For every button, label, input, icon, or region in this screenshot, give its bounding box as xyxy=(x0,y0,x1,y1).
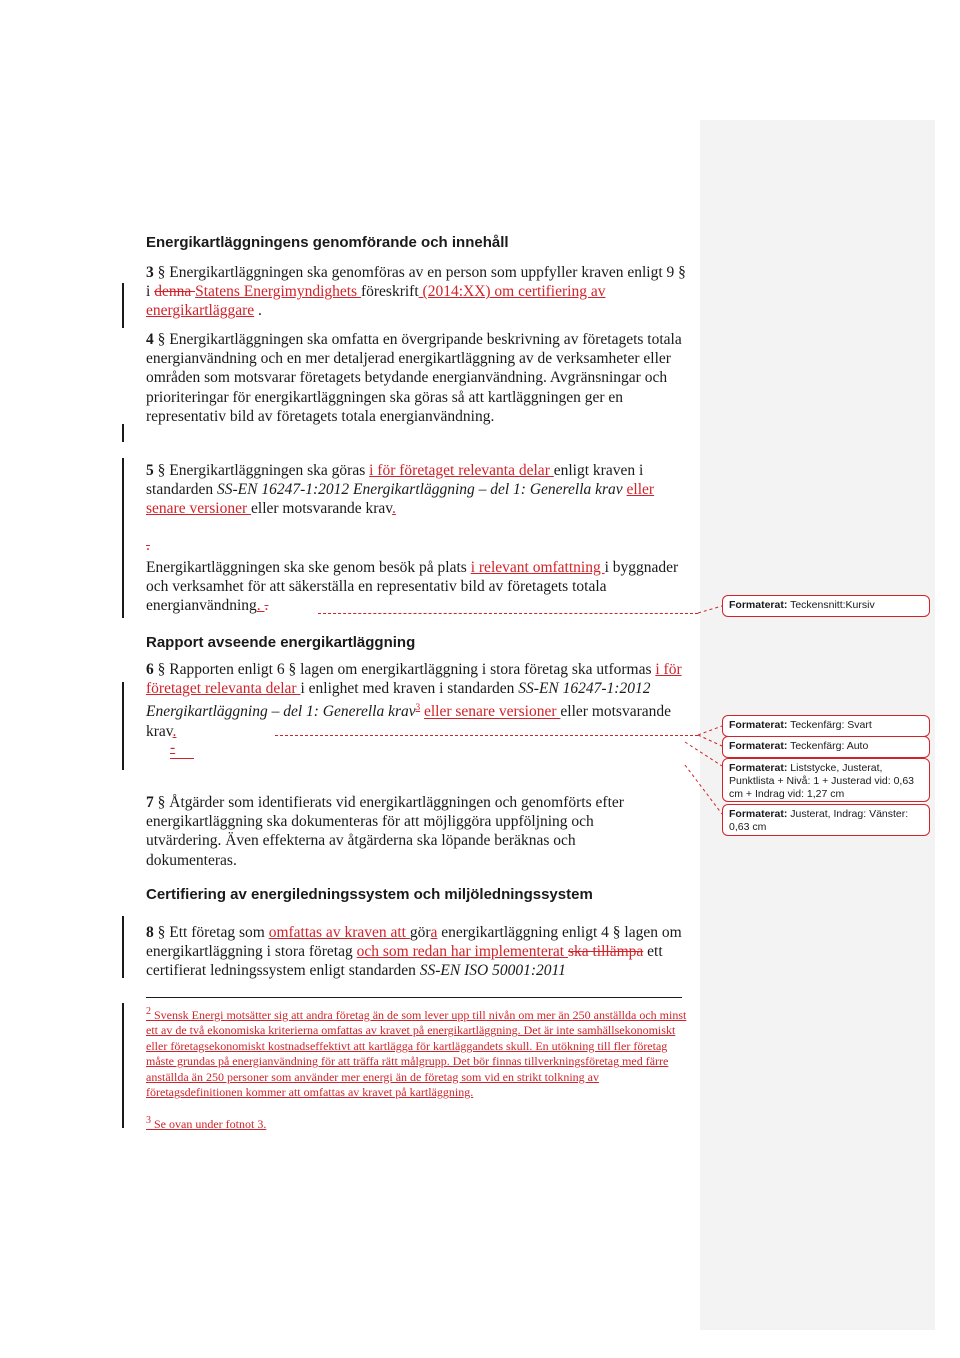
text-run: § Åtgärder som identifierats vid energikartläggningen och genomförts efter energikartläggning ska dokumenteras för att möjliggöra uppföljning och utvärdering. Även effekterna av åtgärderna ska löpande beräknas och dokumenteras. xyxy=(146,794,624,869)
paragraph-number: 3 xyxy=(146,264,154,281)
paragraph-number: 4 xyxy=(146,331,154,348)
change-bar xyxy=(122,458,124,618)
section-heading-genomforande: Energikartläggningens genomförande och innehåll xyxy=(146,234,509,251)
footnote-3 xyxy=(146,1113,691,1132)
text-run: § Energikartläggningen ska omfatta en övergripande beskrivning av företagets totala energianvändning och en mer detaljerad energikartläggning av de verksamheter eller områden som motsvarar företagets betydande energianvändning. Avgränsningar och prioriteringar för energikartläggningen ska göras så att kartläggningen ger en representativ bild av företagets totala energianvändning. xyxy=(146,331,682,425)
text-run: § Rapporten enligt 6 § lagen om energikartläggning i stora företag ska utformas xyxy=(153,661,656,678)
comment-label: Formaterat: xyxy=(729,762,788,774)
change-bar xyxy=(122,682,124,770)
footnote-text: Se ovan under fotnot 3. xyxy=(151,1117,267,1131)
deleted-text: denna xyxy=(154,283,196,301)
change-bar xyxy=(122,916,124,978)
footnote-text: Svensk Energi motsätter sig att andra företag än de som lever upp till nivån om mer än 250 anställda och minst ett av de två ekonomiska kriterierna omfattas av kravet på energikartläggning. Det är inte samhällsekonomiskt eller företagsekonomiskt kostnadseffektivt att kartlägga för kartläggandets skull. En utökning till fler företag måste grundas på energianvändning för att träffa rätt målgrupp. Det bör finnas tillverkningsföretag med färre anställda än 250 personer som använder mer energi än de företag som vid en strikt tolkning av företagsdefinitionen kommer att omfattas av kravet på kartläggning. xyxy=(146,1008,687,1100)
change-bar xyxy=(122,424,124,442)
paragraph-number: 6 xyxy=(146,661,154,678)
text-run: § Energikartläggningen ska göras xyxy=(153,462,370,479)
paragraph-number: 5 xyxy=(146,462,154,479)
text-run: gör xyxy=(409,924,431,941)
deleted-text: ska tillämpa xyxy=(567,943,644,961)
comment-connector xyxy=(275,735,698,736)
comment-balloon[interactable] xyxy=(722,758,930,802)
comment-text: Teckensnitt:Kursiv xyxy=(787,599,875,611)
text-run: § Ett företag som xyxy=(153,924,269,941)
paragraph-8 xyxy=(146,923,686,981)
footnote-number: 3 xyxy=(146,1115,151,1126)
paragraph-number: 8 xyxy=(146,924,154,941)
inserted-text: i för företaget relevanta delar xyxy=(369,462,554,479)
comment-label: Formaterat: xyxy=(729,719,788,731)
inserted-text: i för företaget relevanta delar xyxy=(146,661,682,698)
inserted-text: . xyxy=(392,500,396,518)
comment-connector xyxy=(318,613,698,614)
comment-label: Formaterat: xyxy=(729,808,788,820)
footnote-reference: 3 xyxy=(415,702,421,713)
standard-reference: SS-EN ISO 50001:2011 xyxy=(419,962,566,980)
inserted-text: a xyxy=(430,924,438,941)
paragraph-5 xyxy=(146,461,691,519)
paragraph-4 xyxy=(146,330,691,426)
text-run: föreskrift xyxy=(360,283,419,301)
inserted-text: omfattas av kraven att xyxy=(268,924,410,941)
footnote-2 xyxy=(146,1004,691,1100)
paragraph-6 xyxy=(146,660,686,741)
section-heading-rapport: Rapport avseende energikartläggning xyxy=(146,634,416,651)
deleted-text: . xyxy=(264,597,269,615)
inserted-text: . xyxy=(256,597,265,615)
inserted-text: eller senare versioner xyxy=(146,481,655,518)
paragraph-5-onsite xyxy=(146,558,691,616)
inserted-text: . xyxy=(172,722,177,740)
comment-text: Teckenfärg: Auto xyxy=(787,740,869,752)
text-run: . xyxy=(254,302,262,320)
underline-mark xyxy=(170,758,194,759)
comment-connectors xyxy=(680,590,730,830)
text-run: § Energikartläggningen ska genomföras av en person som uppfyller kraven enligt 9 § i xyxy=(146,264,686,301)
text-run: i enlighet med kraven i standarden xyxy=(300,680,519,698)
comment-balloon[interactable] xyxy=(722,804,930,836)
comment-label: Formaterat: xyxy=(729,740,788,752)
inserted-text: (2014:XX) om certifiering av energikartläggare xyxy=(146,283,606,320)
paragraph-number: 7 xyxy=(146,794,154,811)
comment-text: Teckenfärg: Svart xyxy=(787,719,872,731)
comment-text: Liststycke, Justerat, Punktlista + Nivå: 1 + Justerad vid: 0,63 cm + Indrag vid: 1,27 cm xyxy=(729,762,915,800)
standard-reference: SS-EN 16247-1:2012 Energikartläggning – del 1: Generella krav xyxy=(146,680,651,721)
deleted-text: . xyxy=(146,537,150,554)
inserted-text: och som redan har implementerat xyxy=(356,943,568,961)
comment-text: Justerat, Indrag: Vänster: 0,63 cm xyxy=(729,808,909,833)
deleted-mark xyxy=(170,738,200,757)
paragraph-7 xyxy=(146,793,666,870)
deleted-mark xyxy=(146,536,691,555)
standard-reference: SS-EN 16247-1:2012 Energikartläggning – del 1: Generella krav xyxy=(217,481,623,499)
footnote-number: 2 xyxy=(146,1006,151,1017)
text-run: i byggnader och verksamhet för att säkerställa en representativ bild av företagets totala energianvändning xyxy=(146,559,679,615)
inserted-text: Statens Energimyndighets xyxy=(195,283,361,301)
text-run: energikartläggning enligt 4 § lagen om energikartläggning i stora företag xyxy=(146,924,682,961)
change-bar xyxy=(122,1003,124,1128)
comment-balloon[interactable] xyxy=(722,595,930,617)
footnote-separator xyxy=(146,997,682,998)
text-run: ett certifierat ledningssystem enligt standarden xyxy=(146,943,663,980)
comment-balloon[interactable] xyxy=(722,715,930,737)
text-run: eller motsvarande krav xyxy=(146,703,672,740)
inserted-text: eller senare versioner xyxy=(423,703,561,721)
section-heading-certifiering: Certifiering av energiledningssystem och miljöledningssystem xyxy=(146,886,593,903)
text-run: Energikartläggningen ska ske genom besök på plats xyxy=(146,559,471,576)
paragraph-3 xyxy=(146,263,691,321)
inserted-dash: - xyxy=(170,739,176,756)
text-run: enligt kraven i standarden xyxy=(146,462,644,499)
text-run: eller motsvarande krav xyxy=(251,500,393,518)
comment-balloon[interactable] xyxy=(722,736,930,758)
comment-label: Formaterat: xyxy=(729,599,788,611)
change-bar xyxy=(122,283,124,328)
inserted-text: i relevant omfattning xyxy=(470,559,605,576)
